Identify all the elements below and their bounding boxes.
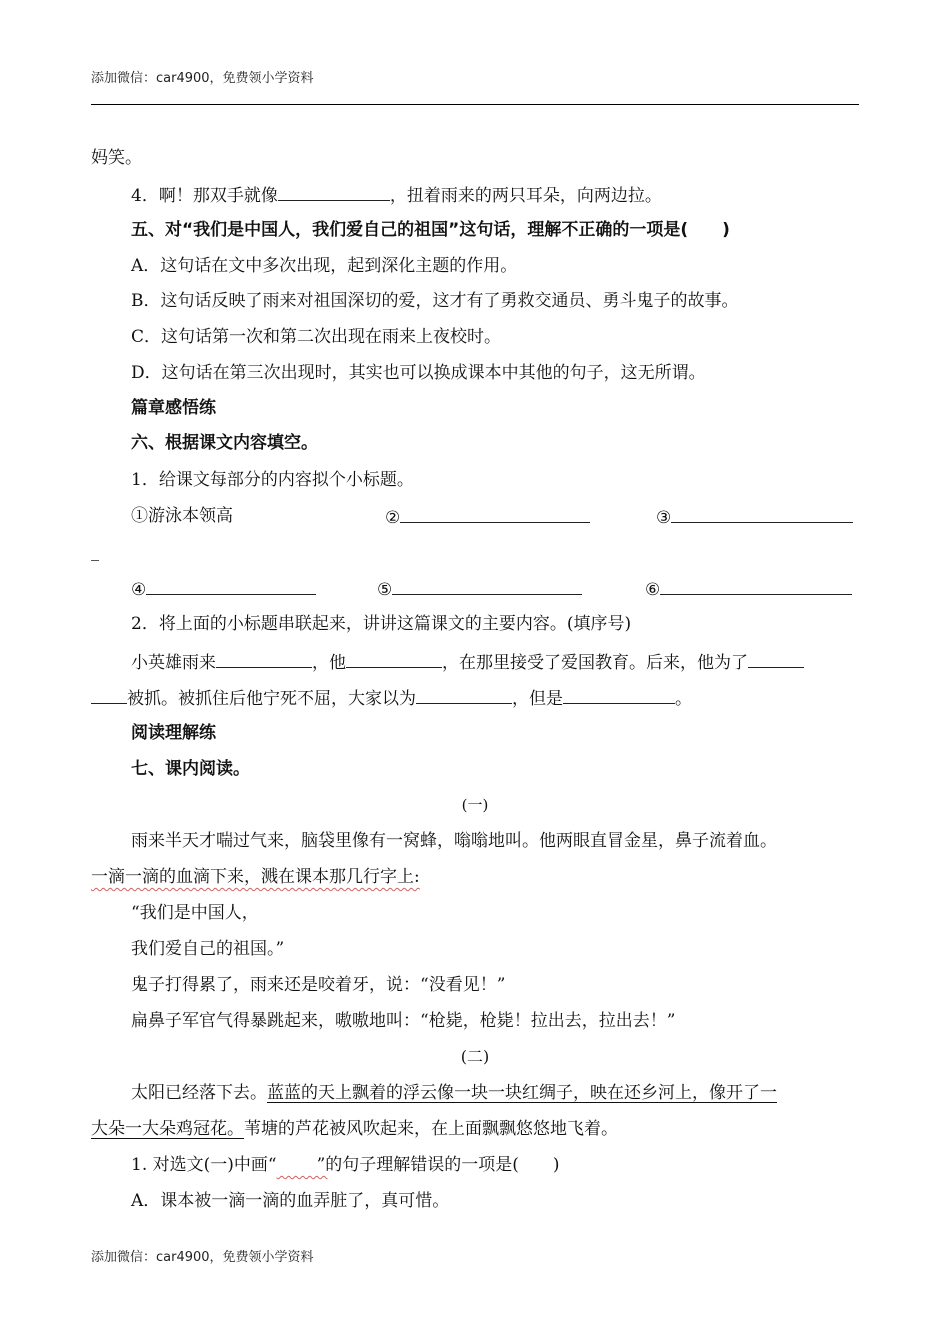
subtitle-5: ⑤ xyxy=(377,577,582,601)
wavy-mark-sample xyxy=(277,1154,317,1176)
question-7: 七、课内阅读。 xyxy=(131,759,250,779)
line-overflow-mark xyxy=(91,560,99,561)
answer-blank[interactable] xyxy=(660,577,852,595)
summary-line-1: 小英雄雨来 ，他 ，在那里接受了爱国教育。后来，他为了 xyxy=(131,650,901,674)
answer-blank[interactable] xyxy=(346,650,442,668)
underlined-sentence: 大朵一大朵鸡冠花。 xyxy=(91,1119,244,1139)
subtitle-1: ①游泳本领高 xyxy=(131,506,233,526)
page-footer: 添加微信：car4900，免费领小学资料 xyxy=(91,1250,314,1265)
answer-blank[interactable] xyxy=(216,650,312,668)
subtitle-row-1 xyxy=(131,505,901,527)
q4-text-a: 4．啊！那双手就像 xyxy=(131,186,278,206)
passage-2-line: 太阳已经落下去。蓝蓝的天上飘着的浮云像一块一块红绸子，映在还乡河上，像开了一 xyxy=(131,1083,777,1103)
question-6: 六、根据课文内容填空。 xyxy=(131,433,318,453)
text-line: 妈笑。 xyxy=(91,148,142,168)
option-a: A．这句话在文中多次出现，起到深化主题的作用。 xyxy=(131,256,518,276)
subtitle-2: ② xyxy=(385,505,590,529)
question-5: 五、对“我们是中国人，我们爱自己的祖国”这句话，理解不正确的一项是( ) xyxy=(131,220,730,240)
passage-1-line: “我们是中国人， xyxy=(131,903,259,923)
answer-blank[interactable] xyxy=(563,686,675,704)
underlined-sentence: 蓝蓝的天上飘着的浮云像一块一块红绸子，映在还乡河上，像开了一 xyxy=(267,1083,777,1103)
wavy-underlined-sentence: 一滴一滴的血滴下来，溅在课本那几行字上: xyxy=(91,867,420,887)
section-title: 篇章感悟练 xyxy=(131,398,216,418)
option-c: C．这句话第一次和第二次出现在雨来上夜校时。 xyxy=(131,327,502,347)
question-6-1: 1．给课文每部分的内容拟个小标题。 xyxy=(131,470,414,490)
passage-1-title: (一) xyxy=(461,796,489,814)
question-6-2: 2．将上面的小标题串联起来，讲讲这篇课文的主要内容。(填序号) xyxy=(131,614,632,634)
option-a: A．课本被一滴一滴的血弄脏了，真可惜。 xyxy=(131,1191,450,1211)
section-title: 阅读理解练 xyxy=(131,723,216,743)
answer-blank[interactable] xyxy=(400,505,590,523)
passage-1-line: 雨来半天才喘过气来，脑袋里像有一窝蜂，嗡嗡地叫。他两眼直冒金星，鼻子流着血。 xyxy=(131,831,777,851)
passage-2-title: (二) xyxy=(460,1047,490,1066)
question-4 xyxy=(131,183,901,207)
page-header: 添加微信：car4900，免费领小学资料 xyxy=(91,71,314,86)
question-1: 1. 对选文(一)中画“ ”的句子理解错误的一项是( ) xyxy=(131,1155,560,1175)
answer-blank[interactable] xyxy=(748,650,804,668)
subtitle-4: ④ xyxy=(131,580,316,600)
passage-1-line: 我们爱自己的祖国。” xyxy=(131,939,285,959)
passage-1-line xyxy=(91,866,861,888)
subtitle-3: ③ xyxy=(656,505,853,529)
option-d: D．这句话在第三次出现时，其实也可以换成课本中其他的句子，这无所谓。 xyxy=(131,363,706,383)
subtitle-row-2 xyxy=(131,577,901,601)
header-rule xyxy=(91,104,859,105)
answer-blank[interactable] xyxy=(91,686,127,704)
subtitle-6: ⑥ xyxy=(645,577,852,601)
answer-blank[interactable] xyxy=(146,577,316,595)
answer-blank[interactable] xyxy=(392,577,582,595)
q4-text-b: ，扭着雨来的两只耳朵，向两边拉。 xyxy=(389,186,662,206)
passage-1-line: 扁鼻子军官气得暴跳起来，嗷嗷地叫：“枪毙，枪毙！拉出去，拉出去！” xyxy=(131,1011,676,1031)
answer-blank[interactable] xyxy=(671,505,853,523)
answer-blank[interactable] xyxy=(416,686,512,704)
answer-blank[interactable] xyxy=(278,183,390,201)
option-b: B．这句话反映了雨来对祖国深切的爱，这才有了勇救交通员、勇斗鬼子的故事。 xyxy=(131,291,739,311)
passage-2-line: 大朵一大朵鸡冠花。苇塘的芦花被风吹起来，在上面飘飘悠悠地飞着。 xyxy=(91,1119,618,1139)
summary-line-2: 被抓。被抓住后他宁死不屈，大家以为 ，但是 。 xyxy=(91,686,861,710)
passage-1-line: 鬼子打得累了，雨来还是咬着牙，说：“没看见！” xyxy=(131,975,506,995)
